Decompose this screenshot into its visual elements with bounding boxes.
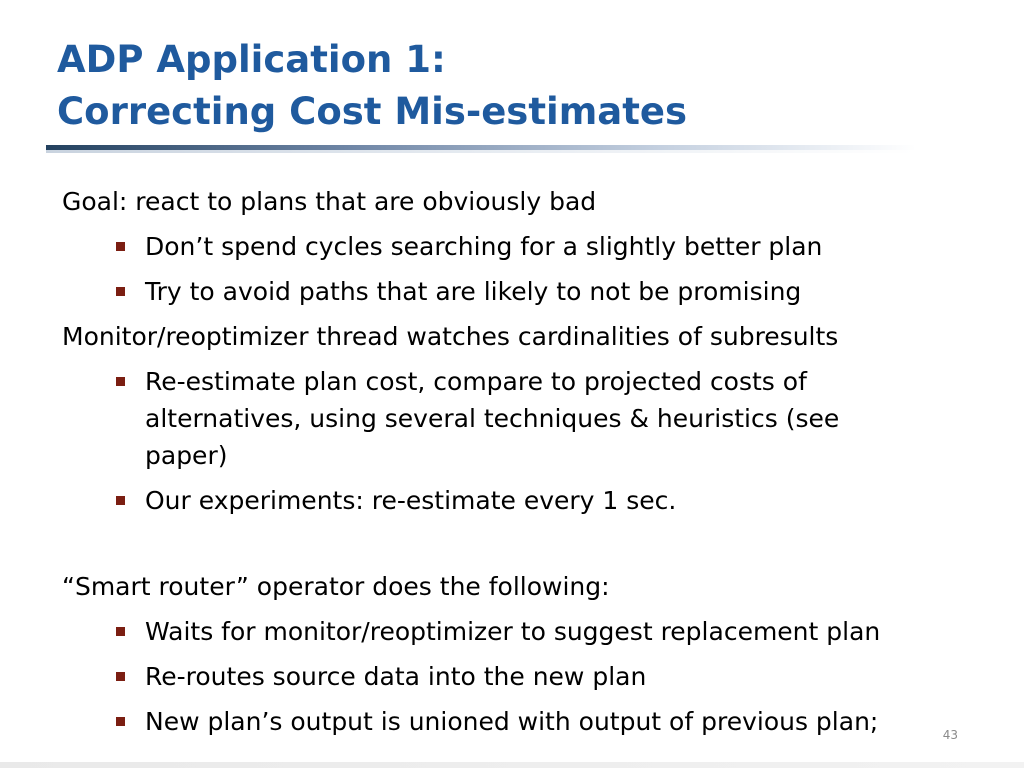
square-bullet-icon [116,496,125,505]
bullet-text: Re-routes source data into the new plan [145,662,647,691]
footer-bar [0,762,1024,768]
bullet-item [145,613,925,650]
bullet-item [145,658,925,695]
bullet-text: New plan’s output is unioned with output of previous plan; [145,707,879,736]
square-bullet-icon [116,377,125,386]
slide-title-line-1: ADP Application 1: [57,38,446,81]
bullet-text: Waits for monitor/reoptimizer to suggest replacement plan [145,617,881,646]
square-bullet-icon [116,242,125,251]
title-underline-shadow [46,150,916,153]
point-smart-router: “Smart router” operator does the following: [62,572,610,601]
square-bullet-icon [116,627,125,636]
bullet-item [145,363,925,474]
bullet-text: Try to avoid paths that are likely to not be promising [145,277,802,306]
bullet-item [145,273,925,310]
page-number: 43 [942,728,958,742]
slide-body [62,183,962,740]
point-goal: Goal: react to plans that are obviously bad [62,187,597,216]
bullet-text: Re-estimate plan cost, compare to projected costs of alternatives, using several techniques & heuristics (see paper) [145,367,840,470]
bullet-item [145,482,925,519]
square-bullet-icon [116,717,125,726]
bullet-text: Don’t spend cycles searching for a slightly better plan [145,232,823,261]
square-bullet-icon [116,287,125,296]
slide-title-line-2: Correcting Cost Mis-estimates [57,90,688,133]
bullet-text: Our experiments: re-estimate every 1 sec. [145,486,677,515]
square-bullet-icon [116,672,125,681]
bullet-item [145,228,925,265]
point-monitor: Monitor/reoptimizer thread watches cardinalities of subresults [62,322,839,351]
bullet-item [145,703,925,740]
spacer [62,519,962,560]
slide-title [57,34,997,138]
